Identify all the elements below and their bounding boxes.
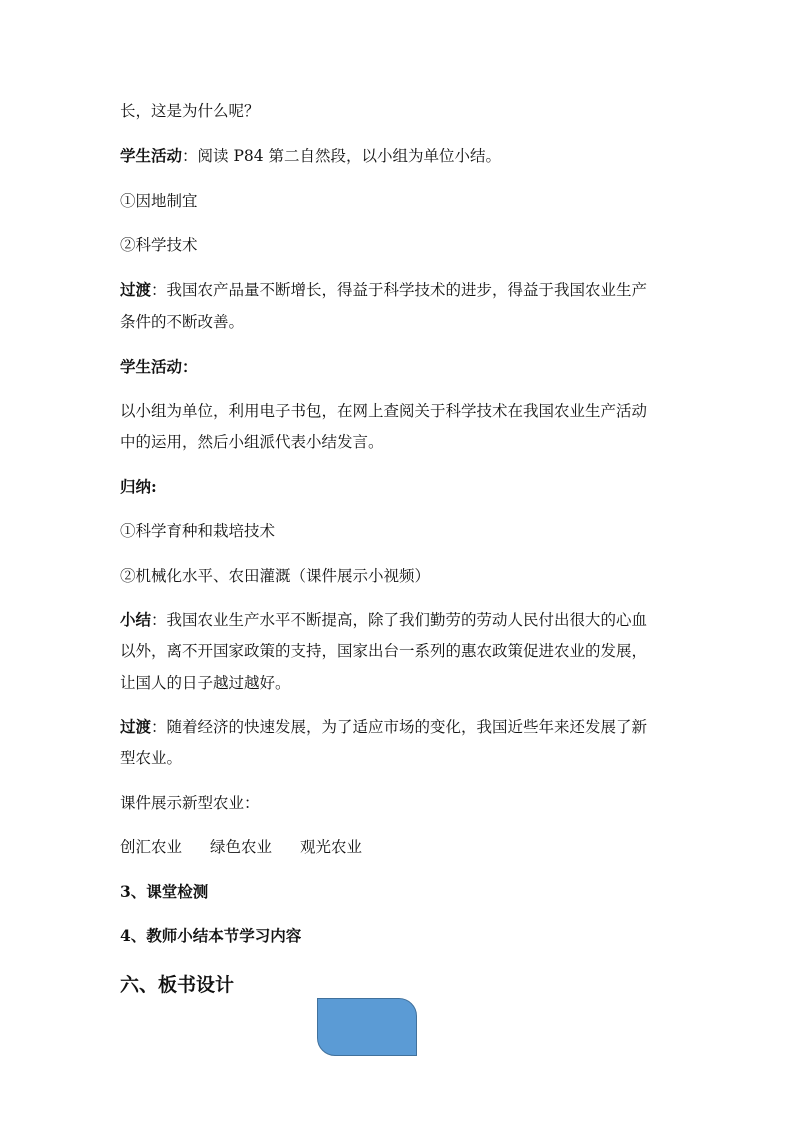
label-transition: 过渡 (120, 717, 152, 736)
label-transition: 过渡 (120, 280, 152, 299)
agriculture-types (120, 837, 362, 857)
text-content: ：随着经济的快速发展，为了适应市场的变化，我国近些年来还发展了新 (151, 718, 648, 736)
text-line: 以外，离不开国家政策的支持，国家出台一系列的惠农政策促进农业的发展， (120, 642, 648, 660)
text-line (120, 610, 647, 630)
section-heading: 4、教师小结本节学习内容 (120, 926, 302, 945)
text-line: 让国人的日子越过越好。 (120, 674, 291, 692)
section-heading: 3、课堂检测 (120, 882, 209, 901)
label-student-activity: 学生活动： (120, 357, 198, 376)
label-summary: 归纳: (120, 477, 157, 496)
text-line: 型农业。 (120, 749, 183, 767)
text-content: ：我国农业生产水平不断提高，除了我们勤劳的劳动人民付出很大的心血 (151, 611, 648, 629)
label-conclusion: 小结 (120, 610, 152, 629)
text-content: ：我国农产品量不断增长，得益于科学技术的进步，得益于我国农业生产 (151, 281, 648, 299)
text-line: 以小组为单位，利用电子书包，在网上查阅关于科学技术在我国农业生产活动 (120, 402, 648, 420)
text-content: ：阅读 P84 第二自然段，以小组为单位小结。 (182, 147, 502, 165)
label-student-activity: 学生活动 (120, 146, 183, 165)
list-item: ①因地制宜 (120, 192, 198, 210)
chapter-heading: 六、板书设计 (120, 974, 235, 996)
agriculture-item: 绿色农业 (210, 838, 273, 856)
list-item: ①科学育种和栽培技术 (120, 522, 276, 540)
list-item: ②机械化水平、农田灌溉（课件展示小视频） (120, 567, 431, 585)
text-line (120, 717, 647, 737)
text-line (120, 146, 501, 166)
list-item: ②科学技术 (120, 236, 198, 254)
board-design-shape (317, 998, 417, 1056)
agriculture-item: 创汇农业 (120, 838, 183, 856)
text-line: 长，这是为什么呢？ (120, 102, 260, 120)
text-line: 中的运用，然后小组派代表小结发言。 (120, 433, 384, 451)
text-line: 条件的不断改善。 (120, 313, 245, 331)
text-line (120, 280, 647, 300)
agriculture-item: 观光农业 (300, 838, 363, 856)
text-line: 课件展示新型农业： (120, 794, 260, 812)
